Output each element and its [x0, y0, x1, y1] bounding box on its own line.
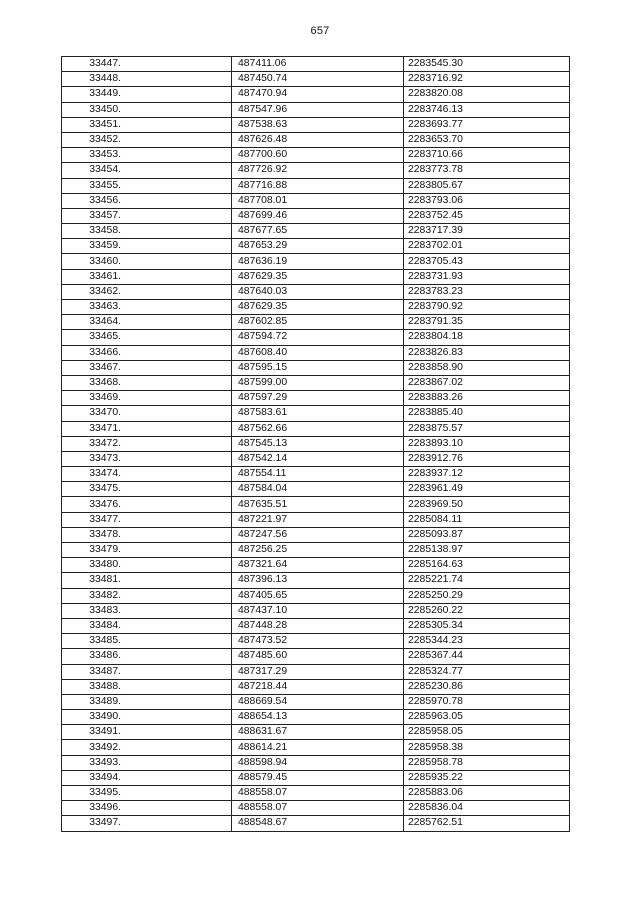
- point-number-cell: 33472.: [62, 436, 232, 451]
- x-coordinate-cell: 487608.40: [232, 345, 404, 360]
- table-row: [62, 801, 570, 816]
- table-row: [62, 163, 570, 178]
- x-coordinate-cell: 487599.00: [232, 375, 404, 390]
- x-coordinate-cell: 487640.03: [232, 284, 404, 299]
- x-coordinate-cell: 488598.94: [232, 755, 404, 770]
- table-row: [62, 421, 570, 436]
- y-coordinate-cell: 2283693.77: [404, 117, 570, 132]
- point-number-cell: 33463.: [62, 300, 232, 315]
- x-coordinate-cell: 487542.14: [232, 451, 404, 466]
- point-number-cell: 33448.: [62, 72, 232, 87]
- point-number-cell: 33464.: [62, 315, 232, 330]
- x-coordinate-cell: 488614.21: [232, 740, 404, 755]
- table-row: [62, 239, 570, 254]
- x-coordinate-cell: 488669.54: [232, 694, 404, 709]
- table-row: [62, 770, 570, 785]
- y-coordinate-cell: 2285305.34: [404, 618, 570, 633]
- table-row: [62, 740, 570, 755]
- point-number-cell: 33477.: [62, 512, 232, 527]
- y-coordinate-cell: 2283804.18: [404, 330, 570, 345]
- point-number-cell: 33458.: [62, 224, 232, 239]
- y-coordinate-cell: 2283961.49: [404, 482, 570, 497]
- table-row: [62, 345, 570, 360]
- x-coordinate-cell: 487583.61: [232, 406, 404, 421]
- point-number-cell: 33456.: [62, 193, 232, 208]
- x-coordinate-cell: 488558.07: [232, 786, 404, 801]
- y-coordinate-cell: 2283791.35: [404, 315, 570, 330]
- point-number-cell: 33484.: [62, 618, 232, 633]
- table-row: [62, 375, 570, 390]
- point-number-cell: 33454.: [62, 163, 232, 178]
- table-row: [62, 360, 570, 375]
- x-coordinate-cell: 487716.88: [232, 178, 404, 193]
- table-row: [62, 816, 570, 831]
- x-coordinate-cell: 487629.35: [232, 300, 404, 315]
- table-row: [62, 269, 570, 284]
- y-coordinate-cell: 2285883.06: [404, 786, 570, 801]
- y-coordinate-cell: 2283826.83: [404, 345, 570, 360]
- y-coordinate-cell: 2285138.97: [404, 543, 570, 558]
- y-coordinate-cell: 2283893.10: [404, 436, 570, 451]
- x-coordinate-cell: 487629.35: [232, 269, 404, 284]
- x-coordinate-cell: 487321.64: [232, 558, 404, 573]
- y-coordinate-cell: 2283716.92: [404, 72, 570, 87]
- point-number-cell: 33457.: [62, 208, 232, 223]
- y-coordinate-cell: 2283731.93: [404, 269, 570, 284]
- y-coordinate-cell: 2283912.76: [404, 451, 570, 466]
- point-number-cell: 33469.: [62, 391, 232, 406]
- y-coordinate-cell: 2283875.57: [404, 421, 570, 436]
- y-coordinate-cell: 2285935.22: [404, 770, 570, 785]
- point-number-cell: 33449.: [62, 87, 232, 102]
- x-coordinate-cell: 487635.51: [232, 497, 404, 512]
- point-number-cell: 33459.: [62, 239, 232, 254]
- point-number-cell: 33497.: [62, 816, 232, 831]
- x-coordinate-cell: 487396.13: [232, 573, 404, 588]
- x-coordinate-cell: 487256.25: [232, 543, 404, 558]
- table-body: [62, 57, 570, 832]
- x-coordinate-cell: 488579.45: [232, 770, 404, 785]
- x-coordinate-cell: 487636.19: [232, 254, 404, 269]
- point-number-cell: 33466.: [62, 345, 232, 360]
- point-number-cell: 33478.: [62, 527, 232, 542]
- point-number-cell: 33475.: [62, 482, 232, 497]
- point-number-cell: 33491.: [62, 725, 232, 740]
- x-coordinate-cell: 487594.72: [232, 330, 404, 345]
- point-number-cell: 33492.: [62, 740, 232, 755]
- y-coordinate-cell: 2285970.78: [404, 694, 570, 709]
- point-number-cell: 33473.: [62, 451, 232, 466]
- y-coordinate-cell: 2285344.23: [404, 634, 570, 649]
- table-row: [62, 406, 570, 421]
- y-coordinate-cell: 2283969.50: [404, 497, 570, 512]
- coordinates-table: [61, 56, 570, 832]
- x-coordinate-cell: 487700.60: [232, 148, 404, 163]
- x-coordinate-cell: 487317.29: [232, 664, 404, 679]
- x-coordinate-cell: 487597.29: [232, 391, 404, 406]
- y-coordinate-cell: 2283545.30: [404, 57, 570, 72]
- y-coordinate-cell: 2285221.74: [404, 573, 570, 588]
- y-coordinate-cell: 2285230.86: [404, 679, 570, 694]
- y-coordinate-cell: 2285963.05: [404, 710, 570, 725]
- page-number: 657: [310, 25, 330, 37]
- point-number-cell: 33451.: [62, 117, 232, 132]
- table-row: [62, 57, 570, 72]
- point-number-cell: 33481.: [62, 573, 232, 588]
- y-coordinate-cell: 2285836.04: [404, 801, 570, 816]
- y-coordinate-cell: 2283858.90: [404, 360, 570, 375]
- x-coordinate-cell: 487221.97: [232, 512, 404, 527]
- point-number-cell: 33482.: [62, 588, 232, 603]
- y-coordinate-cell: 2285762.51: [404, 816, 570, 831]
- table-row: [62, 497, 570, 512]
- y-coordinate-cell: 2283710.66: [404, 148, 570, 163]
- y-coordinate-cell: 2283783.23: [404, 284, 570, 299]
- table-row: [62, 284, 570, 299]
- point-number-cell: 33494.: [62, 770, 232, 785]
- y-coordinate-cell: 2285958.78: [404, 755, 570, 770]
- point-number-cell: 33488.: [62, 679, 232, 694]
- x-coordinate-cell: 487247.56: [232, 527, 404, 542]
- table-row: [62, 436, 570, 451]
- table-row: [62, 300, 570, 315]
- table-row: [62, 710, 570, 725]
- table-row: [62, 755, 570, 770]
- x-coordinate-cell: 488558.07: [232, 801, 404, 816]
- point-number-cell: 33452.: [62, 132, 232, 147]
- y-coordinate-cell: 2283702.01: [404, 239, 570, 254]
- table-row: [62, 786, 570, 801]
- x-coordinate-cell: 487626.48: [232, 132, 404, 147]
- x-coordinate-cell: 487448.28: [232, 618, 404, 633]
- y-coordinate-cell: 2285250.29: [404, 588, 570, 603]
- point-number-cell: 33496.: [62, 801, 232, 816]
- x-coordinate-cell: 487602.85: [232, 315, 404, 330]
- table-row: [62, 102, 570, 117]
- y-coordinate-cell: 2283773.78: [404, 163, 570, 178]
- point-number-cell: 33470.: [62, 406, 232, 421]
- point-number-cell: 33487.: [62, 664, 232, 679]
- table-row: [62, 254, 570, 269]
- point-number-cell: 33471.: [62, 421, 232, 436]
- x-coordinate-cell: 487708.01: [232, 193, 404, 208]
- table-row: [62, 330, 570, 345]
- y-coordinate-cell: 2283793.06: [404, 193, 570, 208]
- y-coordinate-cell: 2283805.67: [404, 178, 570, 193]
- x-coordinate-cell: 487595.15: [232, 360, 404, 375]
- table-row: [62, 694, 570, 709]
- table-row: [62, 451, 570, 466]
- x-coordinate-cell: 487726.92: [232, 163, 404, 178]
- y-coordinate-cell: 2283885.40: [404, 406, 570, 421]
- x-coordinate-cell: 488654.13: [232, 710, 404, 725]
- x-coordinate-cell: 487538.63: [232, 117, 404, 132]
- point-number-cell: 33479.: [62, 543, 232, 558]
- table-row: [62, 87, 570, 102]
- y-coordinate-cell: 2283790.92: [404, 300, 570, 315]
- x-coordinate-cell: 488548.67: [232, 816, 404, 831]
- point-number-cell: 33460.: [62, 254, 232, 269]
- table-row: [62, 679, 570, 694]
- y-coordinate-cell: 2285093.87: [404, 527, 570, 542]
- x-coordinate-cell: 487470.94: [232, 87, 404, 102]
- table-row: [62, 558, 570, 573]
- table-row: [62, 588, 570, 603]
- x-coordinate-cell: 487554.11: [232, 467, 404, 482]
- x-coordinate-cell: 487584.04: [232, 482, 404, 497]
- y-coordinate-cell: 2283653.70: [404, 132, 570, 147]
- x-coordinate-cell: 487677.65: [232, 224, 404, 239]
- y-coordinate-cell: 2283752.45: [404, 208, 570, 223]
- point-number-cell: 33486.: [62, 649, 232, 664]
- table-row: [62, 664, 570, 679]
- x-coordinate-cell: 487450.74: [232, 72, 404, 87]
- x-coordinate-cell: 487485.60: [232, 649, 404, 664]
- x-coordinate-cell: 488631.67: [232, 725, 404, 740]
- table-row: [62, 178, 570, 193]
- y-coordinate-cell: 2283717.39: [404, 224, 570, 239]
- table-row: [62, 482, 570, 497]
- point-number-cell: 33480.: [62, 558, 232, 573]
- point-number-cell: 33447.: [62, 57, 232, 72]
- point-number-cell: 33495.: [62, 786, 232, 801]
- x-coordinate-cell: 487405.65: [232, 588, 404, 603]
- point-number-cell: 33450.: [62, 102, 232, 117]
- y-coordinate-cell: 2285367.44: [404, 649, 570, 664]
- point-number-cell: 33474.: [62, 467, 232, 482]
- table-row: [62, 603, 570, 618]
- x-coordinate-cell: 487547.96: [232, 102, 404, 117]
- x-coordinate-cell: 487653.29: [232, 239, 404, 254]
- x-coordinate-cell: 487437.10: [232, 603, 404, 618]
- table-row: [62, 649, 570, 664]
- table-row: [62, 618, 570, 633]
- point-number-cell: 33483.: [62, 603, 232, 618]
- y-coordinate-cell: 2285958.38: [404, 740, 570, 755]
- y-coordinate-cell: 2283705.43: [404, 254, 570, 269]
- y-coordinate-cell: 2283937.12: [404, 467, 570, 482]
- table-row: [62, 117, 570, 132]
- table-row: [62, 634, 570, 649]
- x-coordinate-cell: 487218.44: [232, 679, 404, 694]
- table-row: [62, 527, 570, 542]
- point-number-cell: 33455.: [62, 178, 232, 193]
- table-row: [62, 467, 570, 482]
- point-number-cell: 33493.: [62, 755, 232, 770]
- table-row: [62, 391, 570, 406]
- table-row: [62, 193, 570, 208]
- table-row: [62, 543, 570, 558]
- point-number-cell: 33485.: [62, 634, 232, 649]
- y-coordinate-cell: 2285084.11: [404, 512, 570, 527]
- y-coordinate-cell: 2283746.13: [404, 102, 570, 117]
- point-number-cell: 33476.: [62, 497, 232, 512]
- point-number-cell: 33453.: [62, 148, 232, 163]
- x-coordinate-cell: 487699.46: [232, 208, 404, 223]
- point-number-cell: 33468.: [62, 375, 232, 390]
- y-coordinate-cell: 2285958.05: [404, 725, 570, 740]
- point-number-cell: 33461.: [62, 269, 232, 284]
- y-coordinate-cell: 2283867.02: [404, 375, 570, 390]
- point-number-cell: 33489.: [62, 694, 232, 709]
- x-coordinate-cell: 487473.52: [232, 634, 404, 649]
- y-coordinate-cell: 2283820.08: [404, 87, 570, 102]
- x-coordinate-cell: 487562.66: [232, 421, 404, 436]
- point-number-cell: 33462.: [62, 284, 232, 299]
- x-coordinate-cell: 487545.13: [232, 436, 404, 451]
- y-coordinate-cell: 2285324.77: [404, 664, 570, 679]
- x-coordinate-cell: 487411.06: [232, 57, 404, 72]
- y-coordinate-cell: 2285164.63: [404, 558, 570, 573]
- table-row: [62, 132, 570, 147]
- table-row: [62, 224, 570, 239]
- table-row: [62, 315, 570, 330]
- table-row: [62, 72, 570, 87]
- point-number-cell: 33467.: [62, 360, 232, 375]
- table-row: [62, 148, 570, 163]
- table-row: [62, 512, 570, 527]
- y-coordinate-cell: 2283883.26: [404, 391, 570, 406]
- table-row: [62, 208, 570, 223]
- table-row: [62, 725, 570, 740]
- point-number-cell: 33490.: [62, 710, 232, 725]
- point-number-cell: 33465.: [62, 330, 232, 345]
- table-row: [62, 573, 570, 588]
- y-coordinate-cell: 2285260.22: [404, 603, 570, 618]
